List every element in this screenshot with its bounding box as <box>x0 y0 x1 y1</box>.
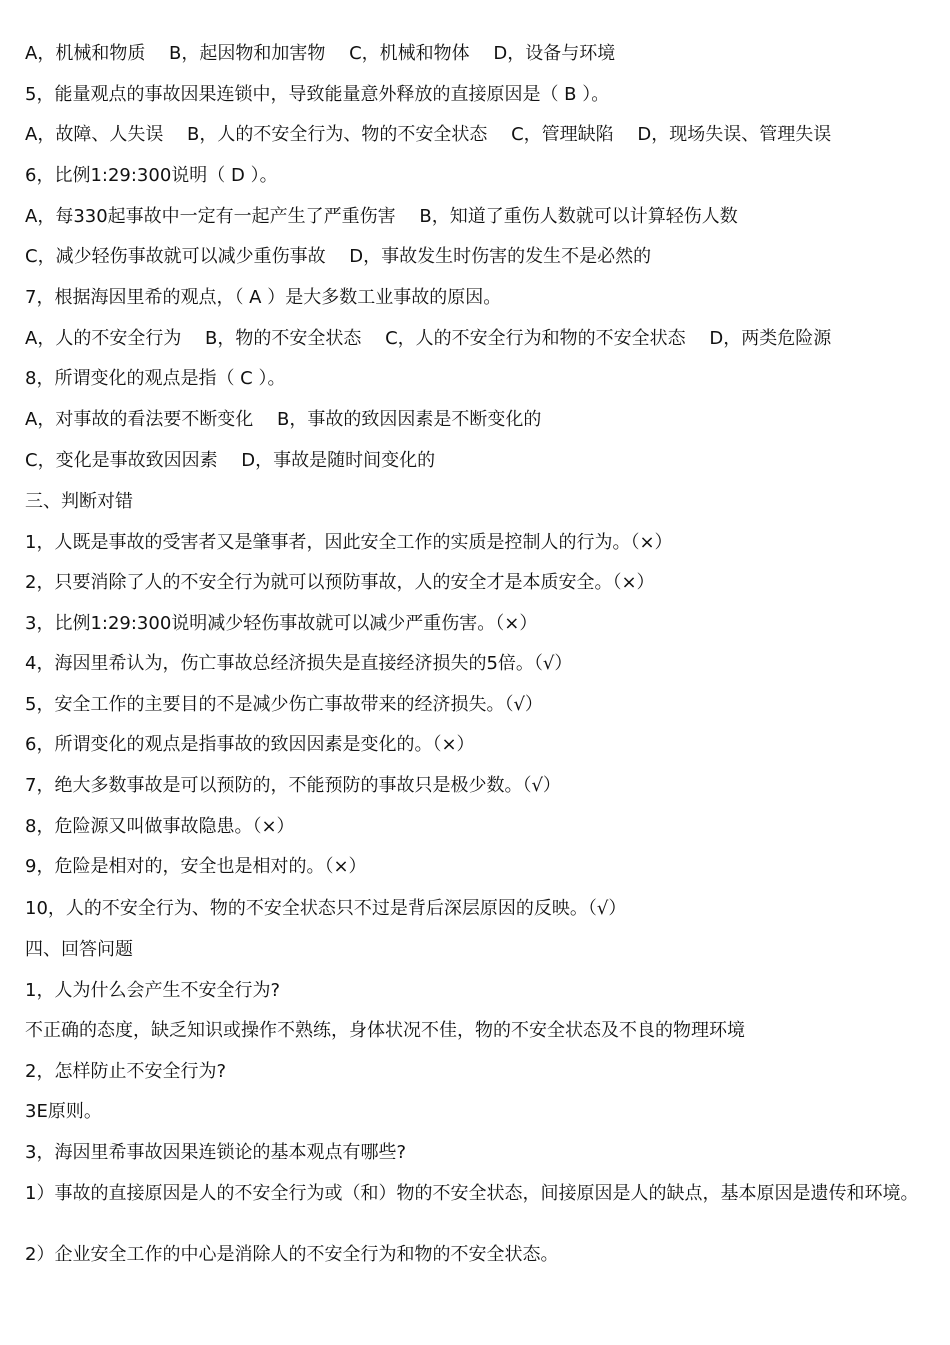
option-line: C，变化是事故致因因素 D，事故是随时间变化的 <box>25 450 436 471</box>
section-heading: 四、回答问题 <box>25 939 133 960</box>
answer-paragraph: 1）事故的直接原因是人的不安全行为或（和）物的不安全状态，间接原因是人的缺点，基本原因是遗传和环境。 <box>25 1183 919 1204</box>
question-line: 6，比例1:29:300说明（ D ）。 <box>25 165 278 186</box>
answer-line: 不正确的态度，缺乏知识或操作不熟练，身体状况不佳，物的不安全状态及不良的物理环境 <box>25 1020 745 1041</box>
true-false-item: 5，安全工作的主要目的不是减少伤亡事故带来的经济损失。（√） <box>25 694 543 715</box>
question-line: 1，人为什么会产生不安全行为? <box>25 980 281 1001</box>
true-false-item: 9，危险是相对的，安全也是相对的。（×） <box>25 856 367 877</box>
option-line: A，机械和物质 B，起因物和加害物 C，机械和物体 D，设备与环境 <box>25 43 616 64</box>
answer-line: 3E原则。 <box>25 1101 102 1122</box>
true-false-item: 7，绝大多数事故是可以预防的，不能预防的事故只是极少数。（√） <box>25 775 561 796</box>
option-line: A，人的不安全行为 B，物的不安全状态 C，人的不安全行为和物的不安全状态 D，两类危险源 <box>25 328 832 349</box>
section-heading: 三、判断对错 <box>25 491 133 512</box>
true-false-item: 1，人既是事故的受害者又是肇事者，因此安全工作的实质是控制人的行为。（×） <box>25 532 673 553</box>
question-line: 2，怎样防止不安全行为? <box>25 1061 227 1082</box>
question-line: 8，所谓变化的观点是指（ C ）。 <box>25 368 286 389</box>
option-line: A，对事故的看法要不断变化 B，事故的致因因素是不断变化的 <box>25 409 542 430</box>
true-false-item: 4，海因里希认为，伤亡事故总经济损失是直接经济损失的5倍。（√） <box>25 653 573 674</box>
true-false-item: 3，比例1:29:300说明减少轻伤事故就可以减少严重伤害。（×） <box>25 613 538 634</box>
question-line: 3，海因里希事故因果连锁论的基本观点有哪些? <box>25 1142 407 1163</box>
option-line: C，减少轻伤事故就可以减少重伤事故 D，事故发生时伤害的发生不是必然的 <box>25 246 652 267</box>
option-line: A，故障、人失误 B，人的不安全行为、物的不安全状态 C，管理缺陷 D，现场失误、管理失误 <box>25 124 832 145</box>
question-line: 5，能量观点的事故因果连锁中，导致能量意外释放的直接原因是（ B ）。 <box>25 84 610 105</box>
true-false-item: 6，所谓变化的观点是指事故的致因因素是变化的。（×） <box>25 734 475 755</box>
true-false-item: 8，危险源又叫做事故隐患。（×） <box>25 816 295 837</box>
question-line: 7，根据海因里希的观点，（ A ）是大多数工业事故的原因。 <box>25 287 502 308</box>
true-false-item: 2，只要消除了人的不安全行为就可以预防事故，人的安全才是本质安全。（×） <box>25 572 655 593</box>
answer-paragraph: 2）企业安全工作的中心是消除人的不安全行为和物的不安全状态。 <box>25 1244 559 1265</box>
true-false-item: 10，人的不安全行为、物的不安全状态只不过是背后深层原因的反映。（√） <box>25 898 627 919</box>
option-line: A，每330起事故中一定有一起产生了严重伤害 B，知道了重伤人数就可以计算轻伤人数 <box>25 206 738 227</box>
